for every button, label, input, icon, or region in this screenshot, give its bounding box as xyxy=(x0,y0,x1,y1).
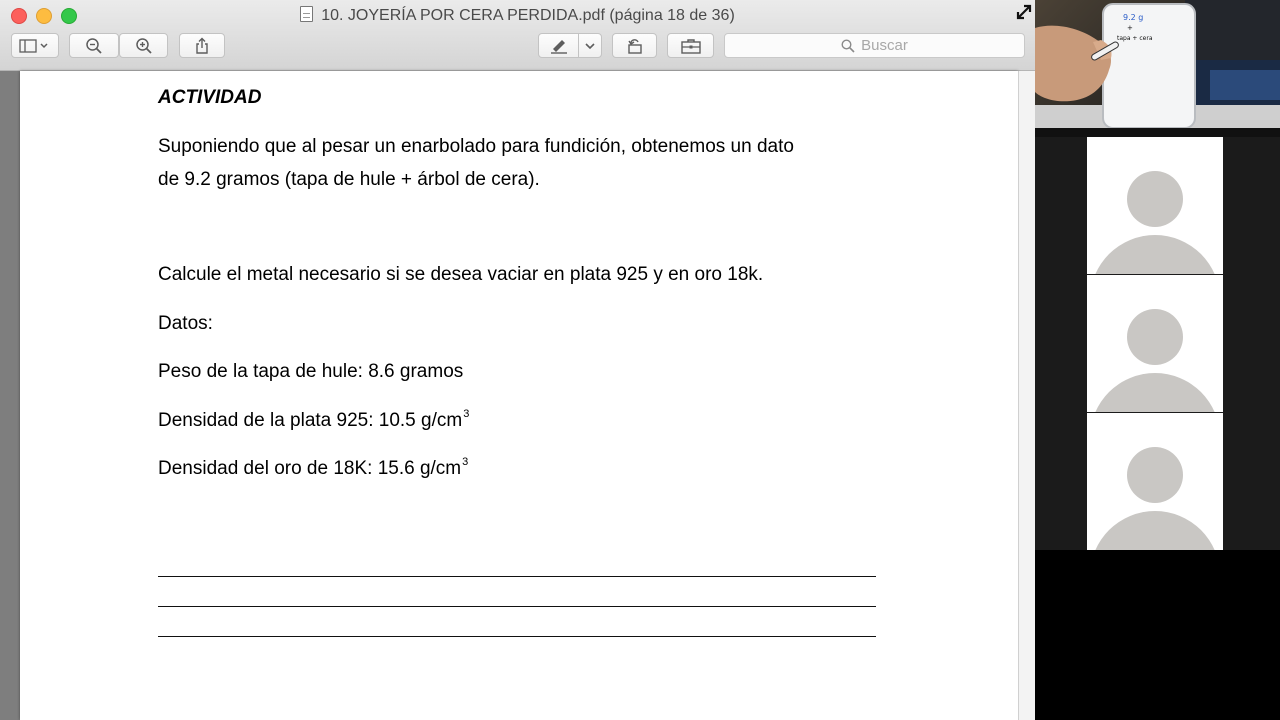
silver-density-text: Densidad de la plata 925: 10.5 g/cm xyxy=(158,410,463,431)
chevron-down-icon xyxy=(585,42,595,50)
presenter-webcam-video xyxy=(1035,0,1280,128)
rotate-icon xyxy=(626,37,644,55)
avatar-body-icon xyxy=(1090,235,1220,274)
answer-line xyxy=(158,576,876,577)
gold-density-text: Densidad del oro de 18K: 15.6 g/cm xyxy=(158,458,462,479)
participant-tile[interactable] xyxy=(1087,275,1223,412)
title-bar xyxy=(0,0,1035,71)
window-title xyxy=(0,6,1035,25)
fullscreen-arrow-icon[interactable] xyxy=(1014,4,1034,24)
pdf-document-icon xyxy=(300,6,313,22)
zoom-out-icon xyxy=(85,37,103,55)
sidebar-toggle-button[interactable] xyxy=(11,33,59,58)
avatar-body-icon xyxy=(1090,511,1220,550)
avatar-head-icon xyxy=(1127,309,1183,365)
share-button[interactable] xyxy=(179,33,225,58)
markup-options-dropdown[interactable] xyxy=(578,33,602,58)
answer-line xyxy=(158,606,876,607)
rubber-cap-weight-text: Peso de la tapa de hule: 8.6 gramos xyxy=(158,361,464,382)
participant-tile[interactable] xyxy=(1087,137,1223,274)
webcam-scene xyxy=(1035,0,1280,128)
toolbox-icon xyxy=(680,38,702,54)
zoom-in-icon xyxy=(135,37,153,55)
problem-statement-line-1: Suponiendo que al pesar un enarbolado para fundición, obtenemos un dato xyxy=(158,136,794,157)
participant-tile[interactable] xyxy=(1087,413,1223,550)
search-placeholder: Buscar xyxy=(861,37,908,54)
markup-pen-button[interactable] xyxy=(538,33,579,58)
search-icon xyxy=(841,39,855,53)
rubber-cap-weight xyxy=(158,361,463,383)
gold-density xyxy=(158,456,468,480)
silver-density xyxy=(158,408,469,432)
pen-icon xyxy=(549,38,569,54)
activity-heading: ACTIVIDAD xyxy=(158,87,262,108)
share-icon xyxy=(194,37,210,55)
avatar-head-icon xyxy=(1127,171,1183,227)
whiteboard-text-1: 9.2 g xyxy=(1123,13,1144,22)
instruction-text: Calcule el metal necesario si se desea vaciar en plata 925 y en oro 18k. xyxy=(158,264,764,285)
vertical-scrollbar[interactable] xyxy=(1018,71,1035,720)
document-canvas[interactable] xyxy=(0,71,1035,720)
search-input[interactable] xyxy=(724,33,1025,58)
webcam-divider xyxy=(1035,128,1280,137)
problem-statement-line-2: de 9.2 gramos (tapa de hule + árbol de cera). xyxy=(158,169,540,190)
window-title-text: 10. JOYERÍA POR CERA PERDIDA.pdf (página 18 de 36) xyxy=(321,7,735,24)
toolbox-button[interactable] xyxy=(667,33,714,58)
whiteboard-text-3: tapa + cera xyxy=(1117,35,1153,42)
sidebar-icon xyxy=(19,39,51,53)
data-label: Datos: xyxy=(158,313,213,334)
zoom-in-button[interactable] xyxy=(119,33,168,58)
cubic-exponent: 3 xyxy=(463,408,470,420)
rotate-button[interactable] xyxy=(612,33,657,58)
zoom-out-button[interactable] xyxy=(69,33,119,58)
avatar-body-icon xyxy=(1090,373,1220,412)
avatar-head-icon xyxy=(1127,447,1183,503)
whiteboard-text-2: + xyxy=(1127,24,1133,32)
cubic-exponent: 3 xyxy=(462,456,469,468)
answer-line xyxy=(158,636,876,637)
pdf-page xyxy=(20,71,1018,720)
